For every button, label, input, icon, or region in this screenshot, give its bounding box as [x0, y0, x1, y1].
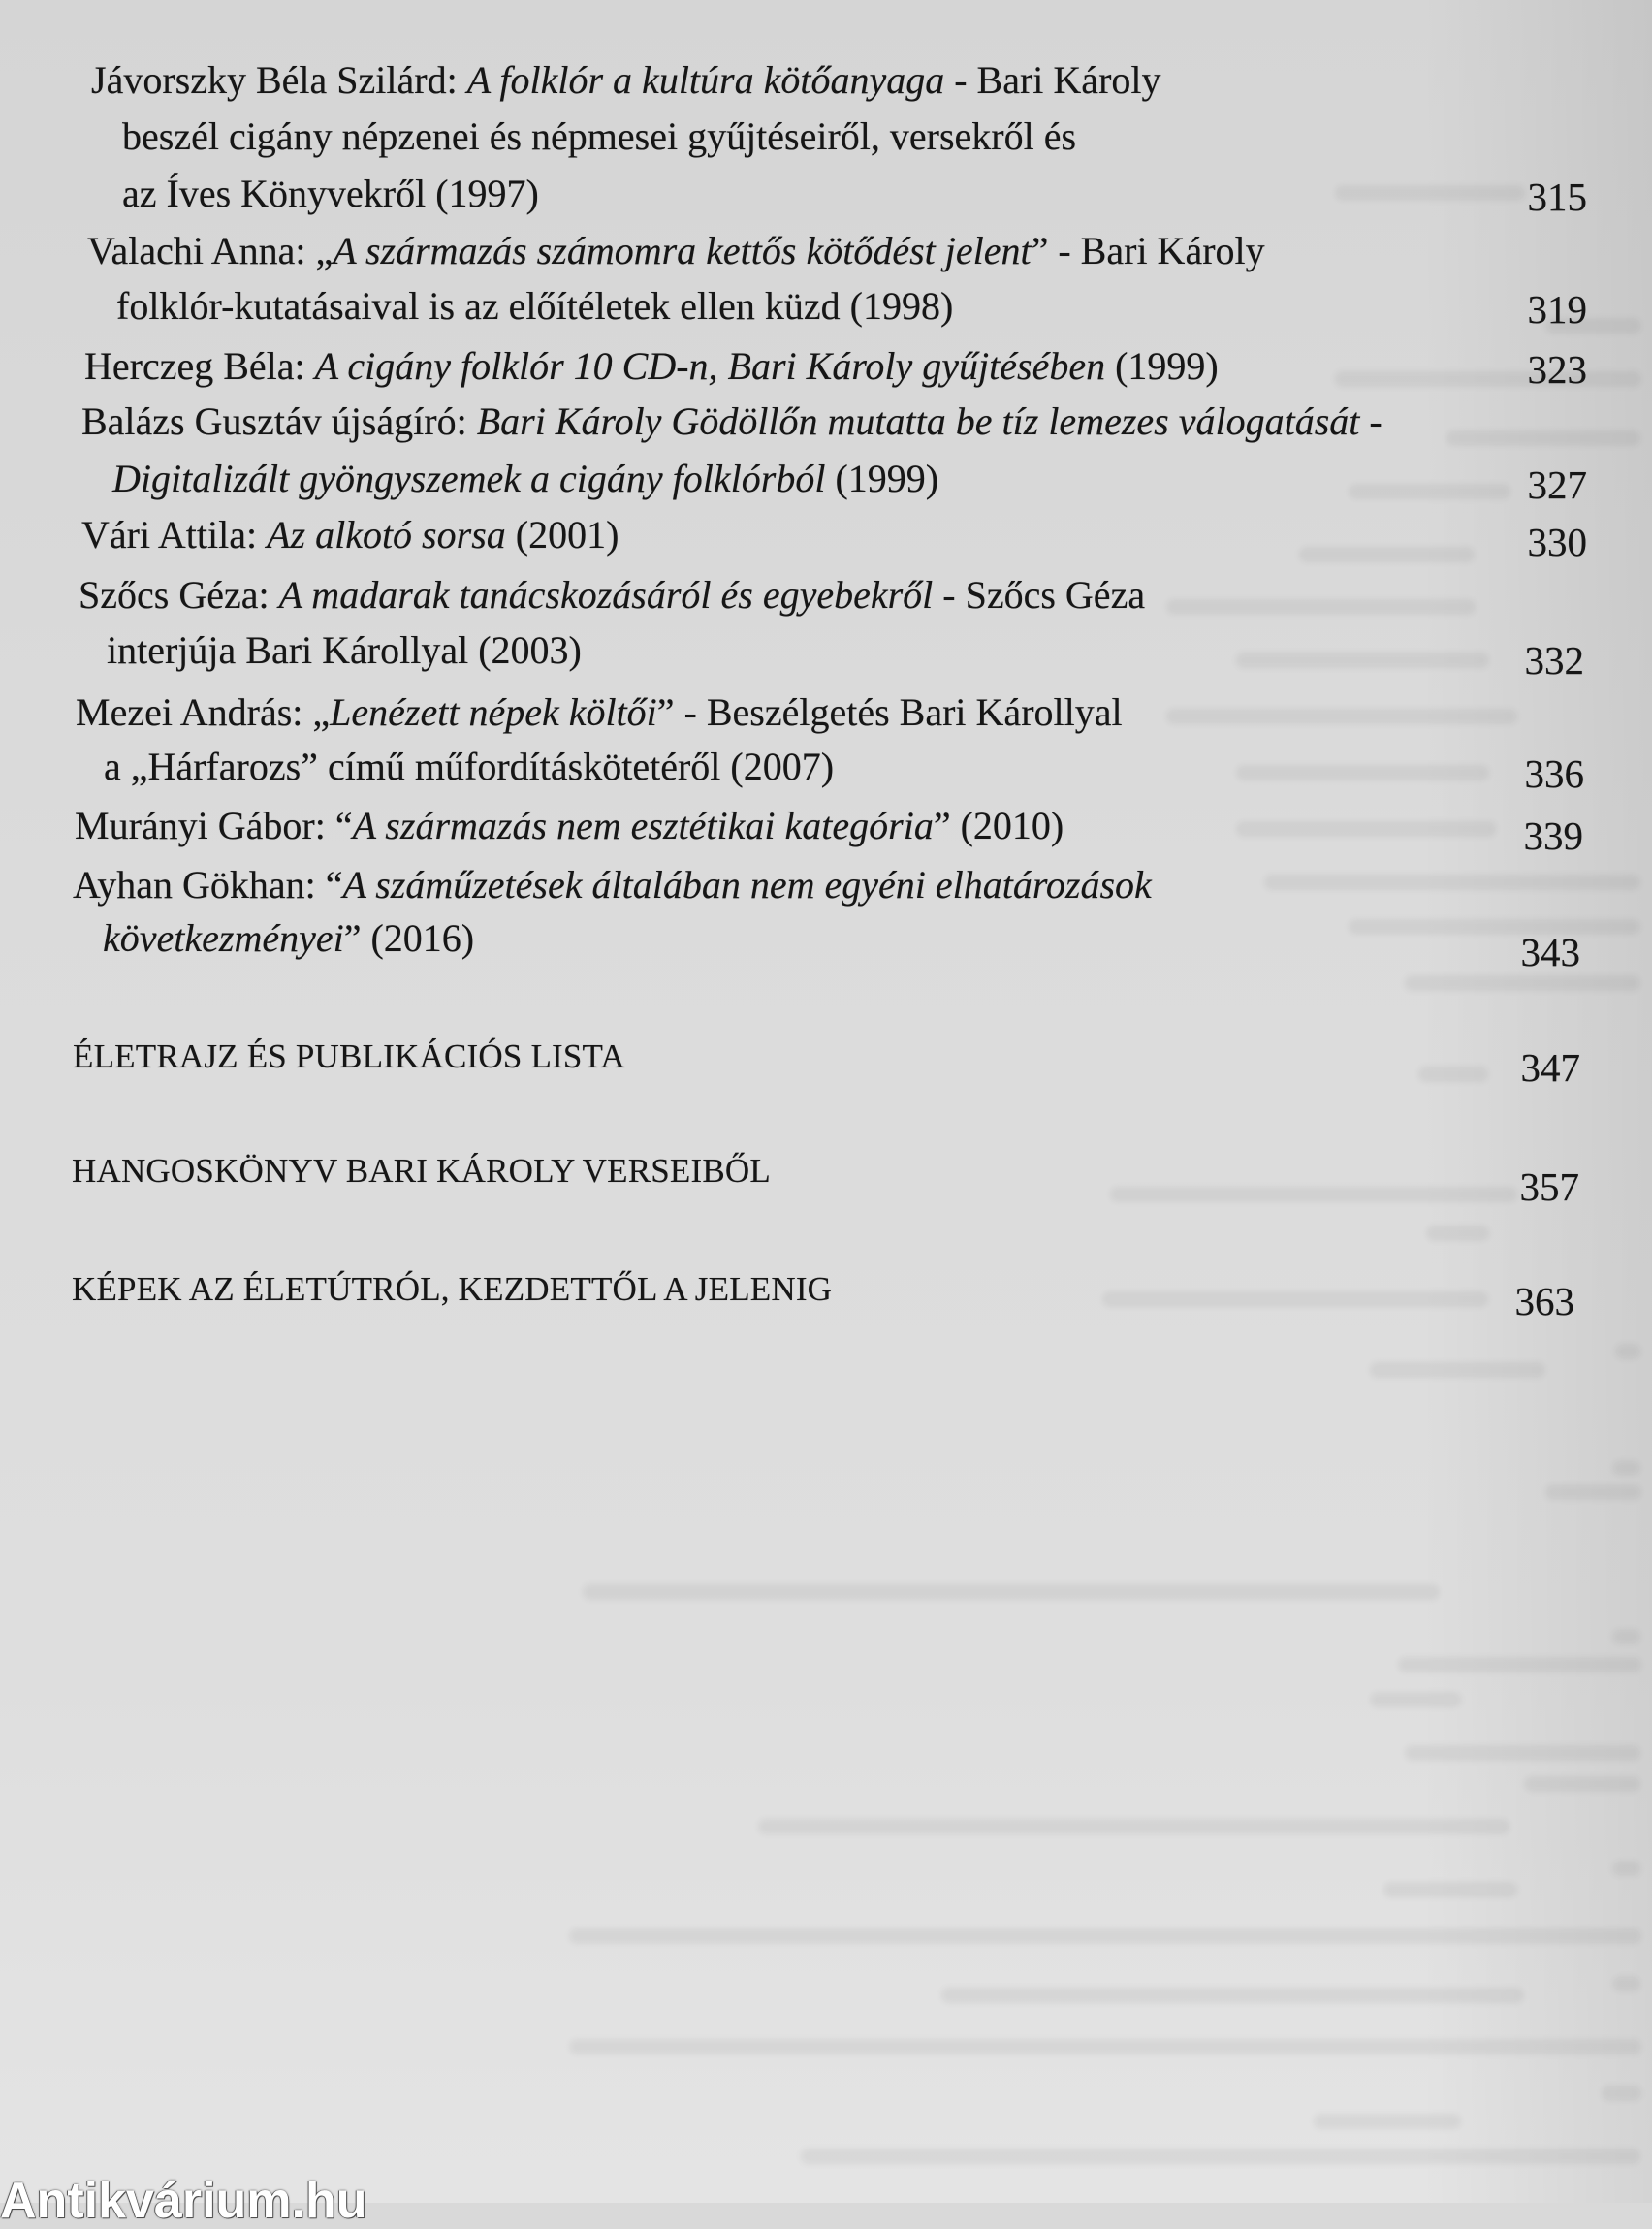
toc-entry-line: [81, 399, 1382, 444]
toc-entry-line: [122, 172, 539, 216]
show-through-smudge: [1335, 185, 1525, 201]
entry-title: A cigány folklór 10 CD-n, Bari Károly gyűjtésében: [314, 344, 1106, 388]
entry-title: A folklór a kultúra kötőanyaga: [466, 58, 945, 102]
show-through-smudge: [1314, 2114, 1461, 2129]
entry-text: ” (2010): [933, 804, 1064, 847]
entry-title: A származás számomra kettős kötődést jelent: [333, 229, 1032, 272]
show-through-smudge: [583, 1584, 1440, 1600]
show-through-smudge: [1612, 1861, 1640, 1876]
entry-author: Balázs Gusztáv újságíró:: [81, 399, 477, 443]
watermark: Antikvárium.hu: [0, 2173, 367, 2229]
entry-text: beszél cigány népzenei és népmesei gyűjtéseiről, versekről és: [122, 114, 1077, 158]
entry-text: - Szőcs Géza: [933, 573, 1146, 617]
toc-entry-line: [81, 513, 619, 557]
entry-author: Vári Attila:: [81, 513, 268, 557]
entry-title: Digitalizált gyöngyszemek a cigány folklórból: [112, 457, 826, 500]
entry-author: Mezei András: „: [76, 690, 331, 734]
show-through-smudge: [1236, 765, 1489, 780]
toc-page-number: 343: [1520, 930, 1580, 974]
show-through-smudge: [569, 1928, 1641, 1944]
show-through-smudge: [1524, 1776, 1640, 1792]
toc-entry-line: [104, 745, 834, 789]
toc-entry-line: [103, 916, 474, 961]
entry-title: A madarak tanácskozásáról és egyebekről: [278, 573, 934, 617]
toc-page-number: 363: [1514, 1279, 1574, 1323]
entry-text: a „Hárfarozs” című műfordításkötetéről (2007): [104, 745, 835, 788]
entry-title: A származás nem esztétikai kategória: [352, 804, 934, 847]
entry-text: folklór-kutatásaival is az előítéletek ellen küzd (1998): [116, 284, 954, 328]
entry-title: Bari Károly Gödöllőn mutatta be tíz lemezes válogatását -: [476, 399, 1382, 443]
show-through-smudge: [1166, 599, 1476, 615]
toc-page-number: 347: [1520, 1045, 1580, 1090]
show-through-smudge: [1349, 919, 1640, 935]
show-through-smudge: [1102, 1291, 1488, 1307]
entry-title: A száműzetések általában nem egyéni elhatározások: [342, 863, 1152, 907]
show-through-smudge: [1349, 484, 1510, 499]
show-through-smudge: [801, 2149, 1640, 2164]
show-through-smudge: [941, 1988, 1524, 2003]
show-through-smudge: [569, 2039, 1641, 2054]
show-through-smudge: [1446, 430, 1640, 446]
entry-text: az Íves Könyvekről (1997): [122, 172, 539, 215]
toc-page-number: 357: [1519, 1164, 1579, 1209]
show-through-smudge: [1383, 1882, 1517, 1897]
toc-page-number: 323: [1527, 347, 1587, 392]
toc-entry-line: [87, 229, 1265, 273]
entry-text: ” - Bari Károly: [1031, 229, 1265, 272]
entry-text: ” - Beszélgetés Bari Károllyal: [656, 690, 1123, 734]
toc-section-title: HANGOSKÖNYV BARI KÁROLY VERSEIBŐL: [72, 1152, 771, 1190]
toc-entry-line: [112, 457, 938, 501]
show-through-smudge: [1398, 1657, 1641, 1672]
entry-text: interjúja Bari Károllyal (2003): [107, 628, 582, 672]
show-through-smudge: [1370, 1692, 1461, 1707]
toc-entry-line: [79, 573, 1145, 618]
show-through-smudge: [758, 1819, 1509, 1834]
toc-entry-line: [75, 804, 1064, 848]
toc-section-title: ÉLETRAJZ ÉS PUBLIKÁCIÓS LISTA: [73, 1037, 625, 1075]
show-through-smudge: [1612, 1976, 1640, 1991]
show-through-smudge: [1602, 2086, 1641, 2101]
entry-author: Herczeg Béla:: [84, 344, 315, 388]
show-through-smudge: [1405, 975, 1640, 991]
show-through-smudge: [1166, 709, 1517, 724]
show-through-smudge: [1236, 653, 1489, 668]
toc-page-number: 315: [1527, 175, 1587, 219]
entry-author: Murányi Gábor: “: [75, 804, 353, 847]
entry-author: Szőcs Géza:: [79, 573, 279, 617]
toc-entry-line: [76, 690, 1123, 735]
entry-author: Ayhan Gökhan: “: [73, 863, 343, 907]
show-through-smudge: [1612, 1629, 1640, 1644]
show-through-smudge: [1335, 371, 1641, 387]
toc-entry-line: [73, 863, 1152, 908]
toc-section-title: KÉPEK AZ ÉLETÚTRÓL, KEZDETTŐL A JELENIG: [72, 1270, 833, 1308]
show-through-smudge: [1405, 1745, 1640, 1761]
show-through-smudge: [1426, 1226, 1489, 1241]
entry-text: (2001): [505, 513, 620, 557]
toc-page-number: 327: [1527, 462, 1587, 507]
show-through-smudge: [1299, 547, 1475, 562]
toc-entry-line: [122, 114, 1076, 159]
entry-text: - Bari Károly: [944, 58, 1161, 102]
toc-entry-line: [116, 284, 953, 329]
show-through-smudge: [1264, 875, 1640, 890]
toc-page-number: 330: [1527, 520, 1587, 564]
toc-page-number: 339: [1523, 813, 1583, 858]
show-through-smudge: [1370, 1362, 1545, 1378]
toc-page-number: 319: [1527, 287, 1587, 332]
toc-entry-line: [84, 344, 1219, 389]
entry-text: (1999): [1105, 344, 1219, 388]
show-through-smudge: [1615, 1344, 1640, 1359]
toc-entry-line: [91, 58, 1161, 103]
entry-title: következményei: [103, 916, 344, 960]
entry-text: (1999): [825, 457, 939, 500]
show-through-smudge: [1110, 1187, 1517, 1202]
show-through-smudge: [1545, 1484, 1641, 1500]
show-through-smudge: [1418, 1067, 1488, 1082]
show-through-smudge: [1612, 1460, 1640, 1476]
toc-page-number: 336: [1524, 751, 1584, 796]
entry-title: Lenézett népek költői: [330, 690, 657, 734]
entry-author: Valachi Anna: „: [87, 229, 334, 272]
show-through-smudge: [1236, 821, 1496, 837]
entry-author: Jávorszky Béla Szilárd:: [91, 58, 467, 102]
entry-title: Az alkotó sorsa: [267, 513, 506, 557]
toc-entry-line: [107, 628, 582, 673]
toc-page-number: 332: [1524, 638, 1584, 683]
entry-text: ” (2016): [343, 916, 475, 960]
